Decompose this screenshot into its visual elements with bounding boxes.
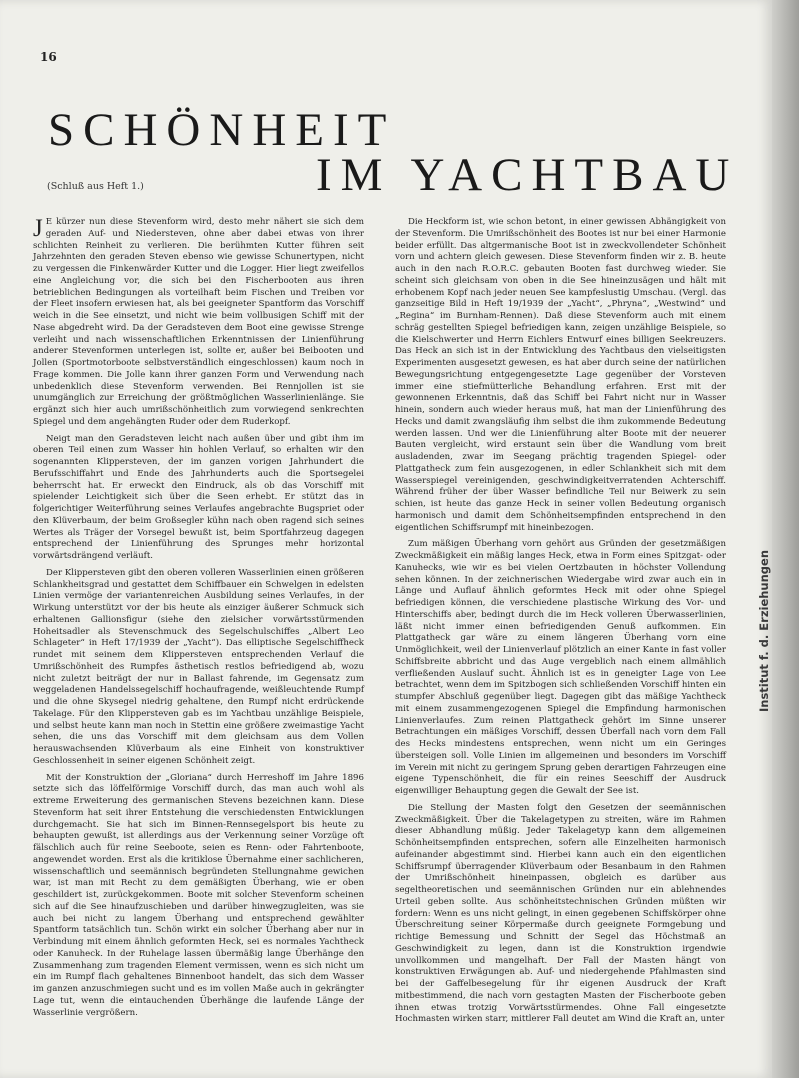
article-title-line-1: SCHÖNHEIT [48, 104, 396, 156]
paragraph: Zum mäßigen Überhang vorn gehört aus Gründen der gesetzmäßigen Zweckmäßigkeit ein mäßig langes Heck, etwa in Form eines Spitzgat- oder Kanuhecks, wie wir es bei vielen Oertzbauten in höchster Vollendung sehen können. In der zeichnerischen Wiedergabe wird zwar auch ein in Länge und Auflauf ähnlich geformtes Heck mit oder ohne Spiegel befriedigen können, die verschiedene plastische Wirkung des Vor- und Hinterschiffs aber, bedingt durch die im Heck volleren Überwasserlinien, läßt nicht immer einen befriedigenden Genuß aufkommen. Ein Plattgatheck gar wäre zu einem längeren Überhang vorn eine Unmöglichkeit, weil der Linienverlauf plötzlich an einer Kante in fast voller Schiffsbreite abbricht und das Auge vergeblich nach einem allmählich verfließenden Auslauf sucht. Ähnlich ist es in geneigter Lage von Lee betrachtet, wenn dem im Spitzbogen sich schließenden Vorschiff hinten ein stumpfer Abschluß gegenüber liegt. Dagegen gibt das mäßige Yachtheck mit einem zusammengezogenen Spiegel die Empfindung harmonischen Linienverlaufes. Zum reinen Plattgatheck gehört im Sinne unserer Betrachtungen ein mäßiges Vorschiff, dessen Überfall nach vorn dem Fall des Hecks mindestens entsprechen, wenn nicht um ein Geringes übersteigen soll. Volle Linien im allgemeinen und besonders im Vorschiff im Verein mit nicht zu geringem Sprung geben derartigen Fahrzeugen eine eigene Typenschönheit, die für ein reines Seeschiff der Ausdruck eigenwilliger Behauptung gegen die Gewalt der See ist. [395, 539, 726, 796]
article-subtitle: (Schluß aus Heft 1.) [47, 181, 144, 192]
page-number: 16 [40, 50, 57, 64]
paragraph: Mit der Konstruktion der „Gloriana“ durch Herreshoff im Jahre 1896 setzte sich das löffelförmige Vorschiff durch, das man auch wohl als extreme Erweiterung des germanischen Stevens bezeichnen kann. Diese Stevenform hat seit ihrer Entstehung die verschiedensten Entwicklungen durchgemacht. Sie hat sich im Binnen-Rennsegelsport bis heute zu behaupten gewußt, ist allerdings aus der Verkennung seiner Vorzüge oft fälschlich auch für reine Seeboote, seien es Renn- oder Fahrtenboote, angewendet worden. Erst als die kritiklose Übernahme einer sachlicheren, wissenschaftlich und seemännisch begründeten Stellungnahme gewichen war, ist man mit Recht zu dem gemäßigten Überhang, wie er oben geschildert ist, zurückgekommen. Boote mit solcher Stevenform scheinen sich auf die See hinaufzuschieben und darüber hinwegzugleiten, was sie auch bei nicht zu langem Überhang und entsprechend gewählter Spantform tatsächlich tun. Schön wirkt ein solcher Überhang aber nur in Verbindung mit einem ähnlich geformten Heck, sei es normales Yachtheck oder Kanuheck. In der Ruhelage lassen übermäßig lange Überhänge den Zusammenhang zum tragenden Element vermissen, wenn es sich nicht um ein im Rumpf flach gehaltenes Binnenboot handelt, das sich dem Wasser im ganzen anzuschmiegen sucht und es im vollen Maße auch in gekrängter Lage tut, wenn die eintauchenden Überhänge die laufende Länge der Wasserlinie vergrößern. [33, 772, 364, 1018]
paragraph: Der Klippersteven gibt den oberen volleren Wasserlinien einen größeren Schlankheitsgrad und gestattet dem Schiffbauer ein Schwelgen in edelsten Linien vermöge der variantenreichen Ausbildung seines Verlaufes, in der Wirkung unterstützt vor der bis heute als einziger äußerer Schmuck sich erhaltenen Gallionsfigur (siehe den zielsicher vorwärtsstürmenden Hoheitsadler als Stevenschmuck des Segelschulschiffes „Albert Leo Schlageter“ in Heft 17/1939 der „Yacht“). Das elliptische Segelschiffheck rundet mit seinem dem Klippersteven entsprechenden Verlauf die Umrißschönheit des Rumpfes ästhetisch restlos befriedigend ab, wozu nicht zuletzt beiträgt der nur in Ballast fahrende, im Gegensatz zum weggeladenen Handelssegelschiff hochaufragende, weißleuchtende Rumpf und die ohne Skysegel niedrig gehaltene, den Rumpf nicht erdrückende Takelage. Für den Klippersteven gab es im Yachtbau unzählige Beispiele, und selbst heute kann man noch in Stettin eine größere zweimastige Yacht sehen, die uns das Vorschiff mit dem gleichsam aus dem Vollen herauswachsenden Klüverbaum als eine Einheit von konstruktiver Geschlossenheit in seiner eigenen Schönheit zeigt. [33, 567, 364, 766]
stamp-line-1: Institut f. d. Erziehungen [757, 549, 771, 712]
article-title-line-2: IM YACHTBAU [316, 149, 739, 201]
paragraph: Die Heckform ist, wie schon betont, in einer gewissen Abhängigkeit von der Stevenform. Die Umrißschönheit des Bootes ist nur bei einer Harmonie beider erfüllt. Das altgermanische Boot ist in zweckvollendeter Schönheit vorn und achtern gleich gewesen. Diese Stevenform finden wir z. B. heute auch in den nach R.O.R.C. gebauten Booten fast durchweg wieder. Sie scheint sich gleichsam von oben in die See hineinzusägen und hält mit erhobenem Kopf nach jeder neuen See kampfeslustig Umschau. (Vergl. das ganzseitige Bild in Heft 19/1939 der „Yacht“, „Phryna“, „Westwind“ und „Regina“ im Burnham-Rennen). Daß diese Stevenform auch mit einem schräg gestellten Spiegel befriedigen kann, zeigen unzählige Beispiele, so die Kielschwerter und Herrn Eichlers Entwurf eines billigen Seekreuzers. Das Heck an sich ist in der Entwicklung des Yachtbaus den vielseitigsten Experimenten ausgesetzt gewesen, es hat aber durch seine der natürlichen Bewegungsrichtung entgegengesetzte Lage gegenüber der Vorsteven immer eine stiefmütterliche Behandlung erfahren. Erst mit der gewonnenen Erkenntnis, daß das Schiff bei Fahrt nicht nur in Wasser hinein, sondern auch wieder heraus muß, hat man der Linienführung des Hecks und damit zwangsläufig ihm selbst die ihm zukommende Bedeutung werden lassen. Und wer die Linienführung alter Boote mit der neuerer Bauten vergleicht, wird erstaunt sein über die Wandlung vom breit ausladenden, zwar im Seegang prächtig tragenden Spiegel- oder Plattgatheck zum fein ausgezogenen, in edler Schlankheit sich mit dem Wasserspiegel vereinigenden, geschwindigkeitverratenden Achterschiff. Während früher der über Wasser befindliche Teil nur Beiwerk zu sein schien, ist heute das ganze Heck in seiner vollen Bedeutung organisch harmonisch und damit dem Schönheitsempfinden entsprechend in den eigentlichen Schiffsrumpf mit hineinbezogen. [395, 217, 726, 533]
paragraph: Neigt man den Geradsteven leicht nach außen über und gibt ihm im oberen Teil einen zum Wasser hin hohlen Verlauf, so erhalten wir den sogenannten Klippersteven, der im ganzen vorigen Jahrhundert die Berufsschiffahrt und Ende des Jahrhunderts auch die Sportsegelei beherrscht hat. Er erweckt den Eindruck, als ob das Vorschiff mit spielender Leichtigkeit sich über die Seen erhebt. Er stützt das in folgerichtiger Weiterführung seines Verlaufes angebrachte Bugspriet oder den Klüverbaum, der beim Großsegler kühn nach oben ragend sich seines Wertes als Träger der Vorsegel bewußt ist, beim Sportfahrzeug dagegen entsprechend der Linienführung des Sprunges mehr horizontal vorwärtsdrängend verläuft. [33, 433, 364, 561]
paragraph: Die Stellung der Masten folgt den Gesetzen der seemännischen Zweckmäßigkeit. Über die Takelagetypen zu streiten, wäre im Rahmen dieser Abhandlung müßig. Jeder Takelagetyp kann dem allgemeinen Schönheitsempfinden entsprechen, sofern alle Einzelheiten harmonisch aufeinander abgestimmt sind. Hierbei kann auch ein den eigentlichen Schiffsrumpf überragender Klüverbaum oder Besanbaum in den Rahmen der Umrißschönheit hineinpassen, obgleich es darüber aus segeltheoretischen und seemännischen Gründen nur ein ablehnendes Urteil geben sollte. Aus schönheitstechnischen Gründen müßten wir fordern: Wenn es uns nicht gelingt, in einen gegebenen Schiffskörper ohne Überschreitung seiner Körpermaße durch geeignete Formgebung und richtige Bemessung und Schnitt der Segel das Höchstmaß an Geschwindigkeit zu legen, dann ist die Konstruktion irgendwie unvollkommen und mangelhaft. Der Fall der Masten hängt von konstruktiven Erwägungen ab. Auf- und niedergehende Pfahlmasten sind bei der Gaffelbesegelung für ihr eigenen Ausdruck der Kraft mitbestimmend, die nach vorn gestagten Masten der Fischerboote geben ihnen etwas trotzig Vorwärtsstürmendes. Ohne Fall eingesetzte Hochmasten wirken starr, mittlerer Fall deutet am Wind die Kraft an, unter [395, 802, 726, 1025]
paragraph-text: E kürzer nun diese Stevenform wird, desto mehr nähert sie sich dem geraden Auf- und Niedersteven, ohne aber dabei etwas von ihrer schlichten Reinheit zu verlieren. Die berühmten Kutter führen seit Jahrzehnten den geraden Steven ebenso wie gewisse Schunertypen, nicht zu vergessen die Finkenwärder Kutter und die Logger. Hier liegt zweifellos eine Angleichung vor, die sich bei den Fischerbooten aus ihren betrieblichen Bedingungen als vorteilhaft beim Fischen und Treiben vor der Fleet insofern erwiesen hat, als bei geeigneter Spantform das Vorschiff weich in die See einsetzt, und nicht wie beim vollbusigen Schiff mit der Nase abgedreht wird. Da der Geradsteven dem Boot eine gewisse Strenge verleiht und nach wissenschaftlichen Erkenntnissen der Linienführung anderer Stevenformen unterlegen ist, sollte er, außer bei Beibooten und Jollen (Sportmotorboote selbstverständlich eingeschlossen) kaum noch in Frage kommen. Die Jolle kann ihrer ganzen Form und Verwendung nach unbedenklich diese Stevenform verwenden. Bei Rennjollen ist sie unumgänglich zur Erreichung der größtmöglichen Wasserlinienlänge. Sie ergänzt sich hier auch umrißschönheitlich zum vorwiegend senkrechten Spiegel und dem angehängten Ruder oder dem Ruderkopf. [33, 217, 364, 427]
page-edge [772, 0, 799, 1078]
right-text-column [395, 217, 726, 1031]
left-text-column [33, 217, 364, 1024]
paragraph [33, 217, 364, 429]
drop-cap: J [33, 215, 43, 242]
